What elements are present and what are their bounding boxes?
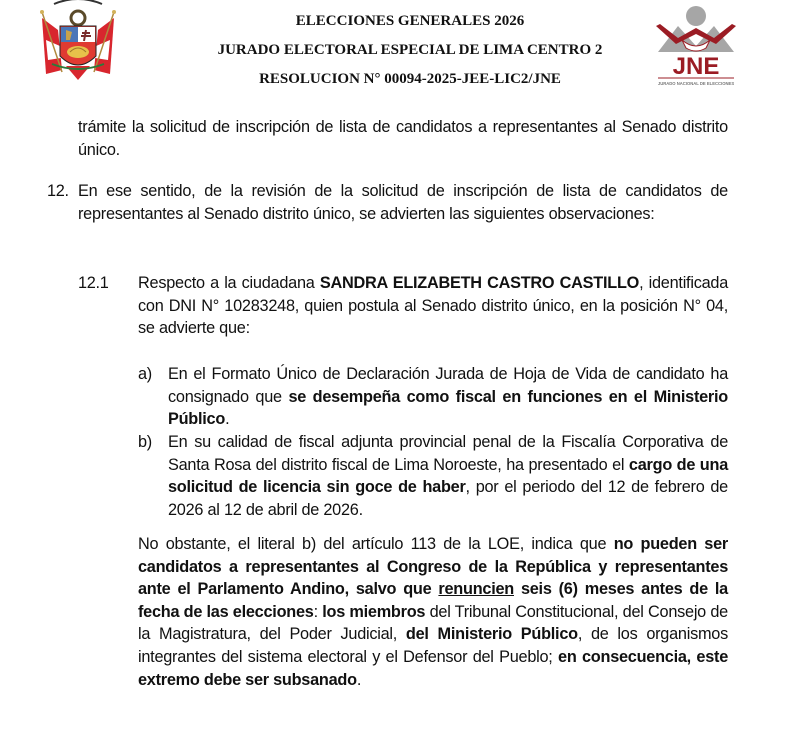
sub-item-a-label: a) (138, 365, 152, 383)
svg-text:JNE: JNE (672, 53, 720, 80)
item-12-number: 12. (47, 182, 69, 200)
closing-text-5: . (356, 670, 362, 689)
jne-logo-icon (648, 4, 744, 90)
item-12-1-paragraph (138, 272, 728, 340)
closing-paragraph (138, 533, 728, 691)
sub-item-b-label: b) (138, 433, 152, 451)
sub-item-b-text: En su calidad de fiscal adjunta provincial penal de la Fiscalía Corporativa de Santa Rosa del distrito fiscal de Lima Noroeste, ha presentado el (168, 433, 728, 474)
header-jurado-title: JURADO ELECTORAL ESPECIAL DE LIMA CENTRO 2 (217, 42, 603, 58)
continuation-paragraph: trámite la solicitud de inscripción de lista de candidatos a representantes al Senado distrito único. (78, 118, 728, 159)
item-12-1-intro: Respecto a la ciudadana (138, 274, 320, 292)
item-12-1-details: , identificada con DNI N° 10283248, quien postula al Senado distrito único, en la posición N° 04, se advierte que: (138, 274, 729, 338)
closing-text-4: , de los organismos integrantes del sistema electoral y el Defensor del Pueblo; (138, 625, 728, 666)
sub-item-a-paragraph (168, 363, 728, 431)
closing-text-3: del Tribunal Constitucional, del Consejo de la Magistratura, del Poder Judicial, (138, 602, 728, 644)
sub-item-a-text: En el Formato Único de Declaración Jurada de Hoja de Vida de candidato ha consignado que (168, 365, 728, 406)
svg-text:JURADO NACIONAL DE ELECCIONES: JURADO NACIONAL DE ELECCIONES (657, 81, 735, 86)
sub-item-a-bold: se desempeña como fiscal en funciones en el Ministerio Público (168, 387, 728, 429)
header-election-title: ELECCIONES GENERALES 2026 (295, 13, 525, 29)
candidate-name: SANDRA ELIZABETH CASTRO CASTILLO (319, 274, 640, 292)
document-header (0, 0, 800, 100)
closing-text-1: No obstante, el literal b) del artículo 113 de la LOE, indica que (138, 535, 614, 553)
item-12-paragraph: En ese sentido, de la revisión de la solicitud de inscripción de lista de candidatos de representantes al Senado distrito único, se advierten las siguientes observaciones: (78, 182, 728, 223)
closing-underlined-renuncien: renuncien (438, 580, 514, 599)
closing-bold-1: no pueden ser candidatos a representantes al Congreso de la República y representantes ante el Parlamento Andino, salvo que (138, 535, 728, 599)
closing-bold-5: en consecuencia, este extremo debe ser subsanado (138, 647, 728, 689)
item-12-1-number: 12.1 (78, 274, 109, 292)
closing-text-2: : (313, 602, 323, 621)
header-resolution-number: RESOLUCION N° 00094-2025-JEE-LIC2/JNE (259, 71, 561, 87)
peru-coat-of-arms-icon (36, 0, 120, 82)
closing-bold-2: seis (6) meses antes de la fecha de las elecciones (138, 580, 728, 621)
sub-item-b-end: , por el periodo del 12 de febrero de 2026 al 12 de abril de 2026. (168, 478, 728, 519)
closing-bold-3: los miembros (322, 602, 426, 621)
sub-item-b-bold: cargo de una solicitud de licencia sin goce de haber (168, 455, 728, 497)
sub-item-a-end: . (225, 410, 230, 429)
sub-item-b-paragraph (168, 431, 728, 521)
closing-bold-4: del Ministerio Público (405, 625, 578, 644)
